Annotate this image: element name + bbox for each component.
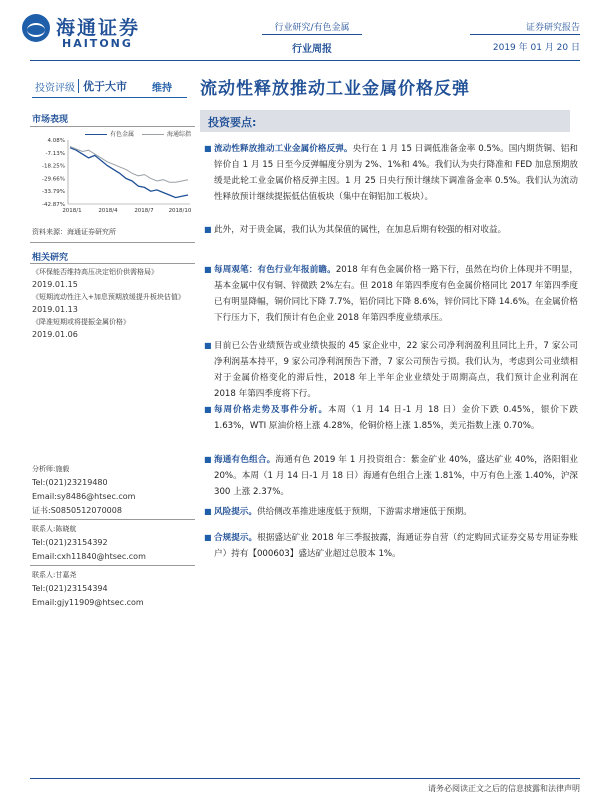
key-point-body: 海通有色 2019 年 1 月投资组合：紫金矿业 40%，盛达矿业 40%，洛阳钼业 20%。本周（1 月 14 日-1 月 18 日）海通有色组合上涨 1.81%，中万有色上涨 1.40%，沪深 300 上涨 2.37%。 bbox=[214, 455, 578, 497]
report-category: 行业研究/有色金属 bbox=[274, 23, 350, 33]
analyst-cert: 证书:S0850512070008 bbox=[32, 506, 122, 515]
key-point-text bbox=[214, 338, 578, 402]
legend-index: 海通综指 bbox=[167, 131, 192, 138]
rating-box bbox=[32, 77, 131, 95]
analyst-name: 分析师:施毅 bbox=[32, 465, 70, 473]
key-point-lead: 海通有色组合。 bbox=[214, 455, 276, 465]
x-tick-label: 2018/4 bbox=[98, 208, 118, 214]
key-point bbox=[204, 141, 578, 205]
key-point bbox=[204, 504, 578, 520]
market-rule bbox=[30, 126, 195, 127]
rating-underline bbox=[32, 97, 187, 98]
key-point-body: 此外，对于贵金属，我们认为其保值的属性，在加息后期有较强的相对收益。 bbox=[214, 225, 507, 235]
y-tick-label: -29.66% bbox=[42, 176, 65, 183]
footer-disclaimer: 请务必阅读正文之后的信息披露和法律声明 bbox=[428, 784, 580, 793]
report-title: 流动性释放推动工业金属价格反弹 bbox=[200, 79, 470, 99]
key-point-lead: 合规提示。 bbox=[214, 533, 258, 543]
contact-name: 联系人:陈晓航 bbox=[32, 525, 77, 533]
logo-english: HAITONG bbox=[62, 37, 133, 50]
key-point-text bbox=[214, 262, 578, 326]
related-item-date: 2019.01.13 bbox=[32, 305, 78, 314]
key-point bbox=[204, 452, 578, 500]
x-tick-label: 2018/7 bbox=[134, 208, 154, 214]
analyst-tel: Tel:(021)23219480 bbox=[32, 478, 108, 487]
contact-block-2 bbox=[32, 568, 192, 610]
bullet-icon: ■ bbox=[204, 144, 212, 153]
key-point-lead: 每周观笔：有色行业年报前瞻。 bbox=[214, 265, 336, 275]
bullet-icon: ■ bbox=[204, 225, 212, 234]
related-item-date: 2019.01.15 bbox=[32, 280, 78, 289]
key-point bbox=[204, 262, 578, 326]
contact-name: 联系人:甘嘉尧 bbox=[32, 571, 77, 579]
y-tick-label: -18.25% bbox=[42, 163, 65, 170]
related-item-title[interactable]: 《降准短期或将提振金属价格》 bbox=[32, 318, 130, 326]
y-tick-label: -7.13% bbox=[45, 150, 65, 157]
key-point-body: 目前已公告业绩预告或业绩快报的 45 家企业中，22 家公司净利润盈利且同比上升，7 家公司净利润基本持平，9 家公司净利润预告下滑，7 家公司预告亏损。我们认为，考虑到公司业绩相对于金属价格变化的滞后性，2018 年上半年企业业绩处于周期高点，我们预计企业利润在 2018 年第四季度将下行。 bbox=[214, 341, 578, 399]
key-points-heading: 投资要点: bbox=[208, 116, 257, 129]
related-heading: 相关研究 bbox=[32, 253, 69, 263]
doc-type: 证券研究报告 bbox=[525, 23, 580, 33]
contact-email[interactable]: Email:gjy11909@htsec.com bbox=[32, 598, 144, 607]
key-point-lead: 每周价格走势及事件分析。 bbox=[214, 405, 328, 415]
bullet-icon: ■ bbox=[204, 341, 212, 350]
bullet-icon: ■ bbox=[204, 405, 212, 414]
series-line-index bbox=[70, 146, 188, 182]
y-tick-label: -42.87% bbox=[42, 202, 65, 208]
analyst-email[interactable]: Email:sy8486@htsec.com bbox=[32, 492, 136, 501]
analyst-block bbox=[32, 462, 192, 518]
bullet-icon: ■ bbox=[204, 507, 212, 516]
footer-rule bbox=[30, 778, 580, 779]
related-item-title[interactable]: 《环保能否维持高压决定铝价供需格局》 bbox=[32, 268, 158, 276]
key-point-body: 根据盛达矿业 2018 年三季报披露，海通证券自营（约定购回式证券交易专用证券账户）持有【000603】盛达矿业超过总股本 1%。 bbox=[214, 533, 578, 559]
rating-value: 优于大市 bbox=[83, 80, 127, 93]
key-point-body: 本周（1 月 14 日-1 月 18 日）金价下跌 0.45%，银价下跌 1.63%，WTI 原油价格上涨 4.28%，伦铜价格上涨 1.85%，美元指数上涨 0.70%。 bbox=[214, 405, 578, 431]
rating-label: 投资评级 bbox=[35, 82, 75, 94]
legend-sector: 有色金属 bbox=[110, 131, 135, 138]
haitong-logo-icon bbox=[22, 14, 50, 42]
header-divider bbox=[262, 34, 362, 35]
related-list bbox=[32, 266, 192, 341]
contact-email[interactable]: Email:cxh11840@htsec.com bbox=[32, 552, 146, 561]
contact-tel: Tel:(021)23154394 bbox=[32, 584, 108, 593]
key-point bbox=[204, 402, 578, 434]
key-point-text bbox=[214, 141, 578, 205]
related-item-title[interactable]: 《短期流动性注入+加息预期放缓提升板块估值》 bbox=[32, 293, 185, 301]
key-point-body: 2018 年有色金属价格一路下行，虽然在均价上体现并不明显，基本金属中仅有铜、锌微跌 2%左右。但 2018 年第四季度有色金属价格同比 2017 年第四季度已有明显降幅，铜价同比下降 7.7%，铝价同比下降 8.6%，锌价同比下降 14.6%。在金属价格下行压力下，我们预计有色企业 2018 年第四季度业绩承压。 bbox=[214, 265, 578, 323]
report-date: 2019 年 01 月 20 日 bbox=[492, 43, 580, 53]
bullet-icon: ■ bbox=[204, 265, 212, 274]
key-point-text bbox=[214, 402, 578, 434]
market-chart bbox=[30, 128, 195, 220]
header-divider-right bbox=[470, 34, 580, 35]
y-tick-label: -33.79% bbox=[42, 189, 65, 196]
source-rule bbox=[30, 242, 195, 243]
key-point-text bbox=[214, 530, 578, 562]
contact-rule bbox=[30, 565, 195, 566]
contact-tel: Tel:(021)23154392 bbox=[32, 538, 108, 547]
series-line-sector bbox=[70, 148, 188, 198]
key-point-text bbox=[214, 452, 578, 500]
key-point-lead: 流动性释放推动工业金属价格反弹。 bbox=[214, 144, 353, 154]
related-rule bbox=[30, 263, 195, 264]
x-tick-label: 2018/1 bbox=[62, 208, 82, 214]
key-point-body: 供给侧改革推进速度低于预期，下游需求增速低于预期。 bbox=[256, 507, 472, 517]
chart-plot bbox=[30, 128, 195, 220]
x-tick-label: 2018/10 bbox=[168, 208, 192, 214]
key-point-text bbox=[214, 222, 506, 238]
key-point bbox=[204, 530, 578, 562]
market-heading: 市场表现 bbox=[32, 115, 69, 125]
key-point-body: 央行在 1 月 15 日调低准备金率 0.5%。国内期货铜、铝和锌价自 1 月 15 日至今反弹幅度分别为 2%、1%和 4%。我们认为央行降准和 FED 加息预期放缓是此轮工业金属价格反弹主因。1 月 25 日央行预计继续下调准备金率 0.5%。我们认为流动性释放预计继续提振低估值板块（集中在铜铝加工板块）。 bbox=[214, 144, 578, 202]
rating-status: 维持 bbox=[152, 83, 172, 94]
related-item-date: 2019.01.06 bbox=[32, 330, 78, 339]
logo-chinese: 海通证券 bbox=[56, 17, 141, 39]
key-point-lead: 风险提示。 bbox=[214, 507, 257, 517]
report-type: 行业周报 bbox=[292, 44, 332, 55]
key-point-text bbox=[214, 504, 472, 520]
bullet-icon: ■ bbox=[204, 455, 212, 464]
header-rule bbox=[30, 60, 580, 61]
key-point bbox=[204, 338, 578, 402]
chart-source: 资料来源：海通证券研究所 bbox=[32, 228, 116, 236]
analyst-rule bbox=[30, 519, 195, 520]
y-tick-label: 4.08% bbox=[47, 138, 65, 144]
bullet-icon: ■ bbox=[204, 533, 212, 542]
contact-block bbox=[32, 522, 192, 564]
key-point bbox=[204, 222, 578, 238]
